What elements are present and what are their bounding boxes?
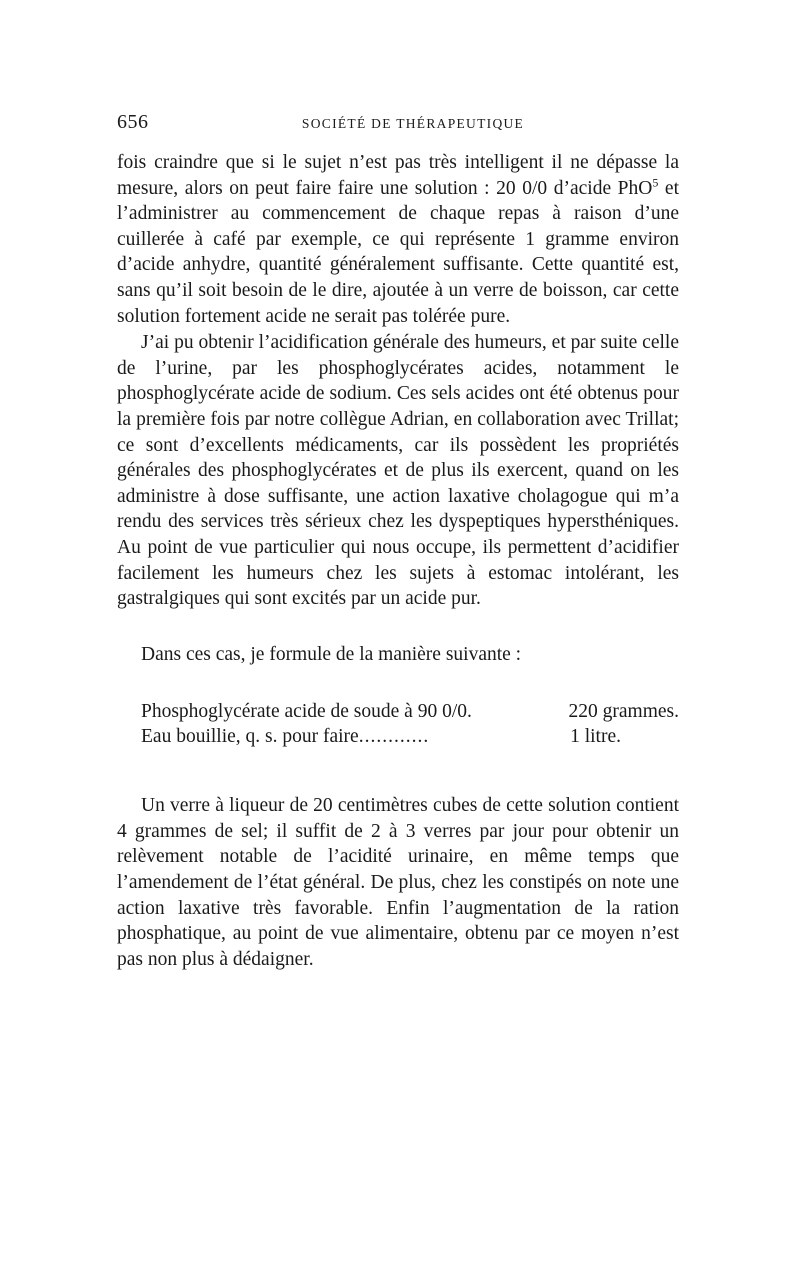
paragraph-1-text-a: fois craindre que si le sujet n’est pas très intelligent il ne dépasse la mesure, alors on peut faire faire une solution : 20 0/0 d’acide PhO [117,152,679,199]
paragraph-dosage: Un verre à liqueur de 20 centimètres cubes de cette solution contient 4 grammes de sel; il suffit de 2 à 3 verres par jour pour obtenir un relèvement notable de l’acidité urinaire, en même temps que l’amendement de l’état général. De plus, chez les constipés on note une action laxative très favorable. Enfin l’augmentation de la ration phosphatique, au point de vue alimentaire, obtenu par ce moyen n’est pas non plus à dédaigner. [117,795,679,970]
recipe [141,699,679,749]
formula-intro: Dans ces cas, je formule de la manière suivante : [141,643,522,665]
recipe-row [141,699,679,724]
recipe-quantity: 220 grammes. [568,701,679,723]
superscript-5: 5 [652,175,659,190]
paragraph-1-text-b: et l’administrer au commencement de chaque repas à raison d’une cuillerée à café par exemple, ce qui représente 1 gramme environ d’acide anhydre, quantité généralement suffisante. Cette quantité est, sans qu’il soit besoin de le dire, ajoutée à un verre de boisson, car cette solution fortement acide ne serait pas tolérée pure. [117,177,680,327]
page-header [117,111,679,141]
recipe-ingredient: Phosphoglycérate acide de soude à 90 0/0. [141,701,472,723]
recipe-quantity: 1 litre. [570,726,621,748]
paragraph-continued [117,150,679,329]
page-body [117,150,679,972]
paragraph-phosphoglycerates: J’ai pu obtenir l’acidification générale des humeurs, et par suite celle de l’urine, par les phosphoglycérates acides, notamment le phosphoglycérate acide de sodium. Ces sels acides ont été obtenus pour la première fois par notre collègue Adrian, en collaboration avec Trillat; ce sont d’excellents médicaments, car ils possèdent les propriétés générales des phosphoglycérates et de plus ils exercent, quand on les administre à dose suffisante, une action laxative cholagogue qui m’a rendu des services très sérieux chez les dyspeptiques hypersthéniques. Au point de vue particulier qui nous occupe, ils permettent d’acidifier facilement les humeurs chez les sujets à estomac intolérant, les gastralgiques qui sont excités par un acide pur. [117,332,679,610]
running-head: SOCIÉTÉ DE THÉRAPEUTIQUE [301,116,525,131]
page-number: 656 [117,111,149,133]
recipe-row [141,724,679,749]
recipe-ingredient: Eau bouillie, q. s. pour faire [141,726,359,748]
recipe-leader-dots: ............ [358,726,430,748]
